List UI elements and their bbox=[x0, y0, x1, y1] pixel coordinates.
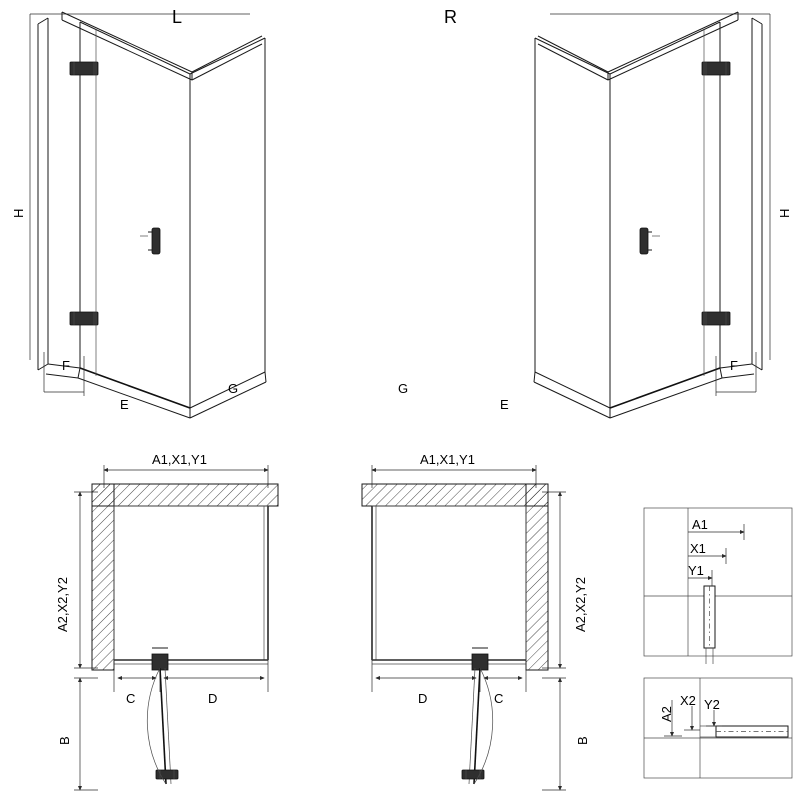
plan-right-d-label: D bbox=[418, 691, 428, 706]
plan-left-top-dimension-label: A1,X1,Y1 bbox=[152, 452, 207, 467]
plan-right-side-dimension-label: A2,X2,Y2 bbox=[573, 577, 588, 632]
detail-lower-profile bbox=[644, 678, 792, 778]
iso-right-g-label: G bbox=[398, 381, 409, 396]
iso-left-f-label: F bbox=[62, 358, 70, 373]
detail-lower-x2-label: X2 bbox=[680, 693, 696, 708]
iso-left-height-label: H bbox=[11, 208, 26, 218]
plan-left-d-label: D bbox=[208, 691, 218, 706]
plan-left-b-label: B bbox=[57, 736, 72, 745]
plan-right-view bbox=[362, 465, 566, 790]
detail-lower-y2-label: Y2 bbox=[704, 697, 720, 712]
plan-left-side-dimension-label: A2,X2,Y2 bbox=[55, 577, 70, 632]
iso-left-g-label: G bbox=[228, 381, 239, 396]
iso-left-e-label: E bbox=[120, 397, 129, 412]
detail-upper-y1-label: Y1 bbox=[688, 563, 704, 578]
plan-right-b-label: B bbox=[575, 736, 590, 745]
variant-label-right: R bbox=[444, 7, 457, 27]
plan-left-c-label: C bbox=[126, 691, 136, 706]
detail-upper-profile bbox=[644, 508, 792, 664]
plan-right-top-dimension-label: A1,X1,Y1 bbox=[420, 452, 475, 467]
iso-right-e-label: E bbox=[500, 397, 509, 412]
iso-right-f-label: F bbox=[730, 358, 738, 373]
detail-lower-a2-label: A2 bbox=[659, 706, 674, 722]
detail-upper-a1-label: A1 bbox=[692, 517, 708, 532]
plan-left-view bbox=[74, 465, 278, 790]
detail-upper-x1-label: X1 bbox=[690, 541, 706, 556]
iso-right-height-label: H bbox=[777, 208, 792, 218]
plan-right-c-label: C bbox=[494, 691, 504, 706]
variant-label-left: L bbox=[172, 7, 183, 27]
